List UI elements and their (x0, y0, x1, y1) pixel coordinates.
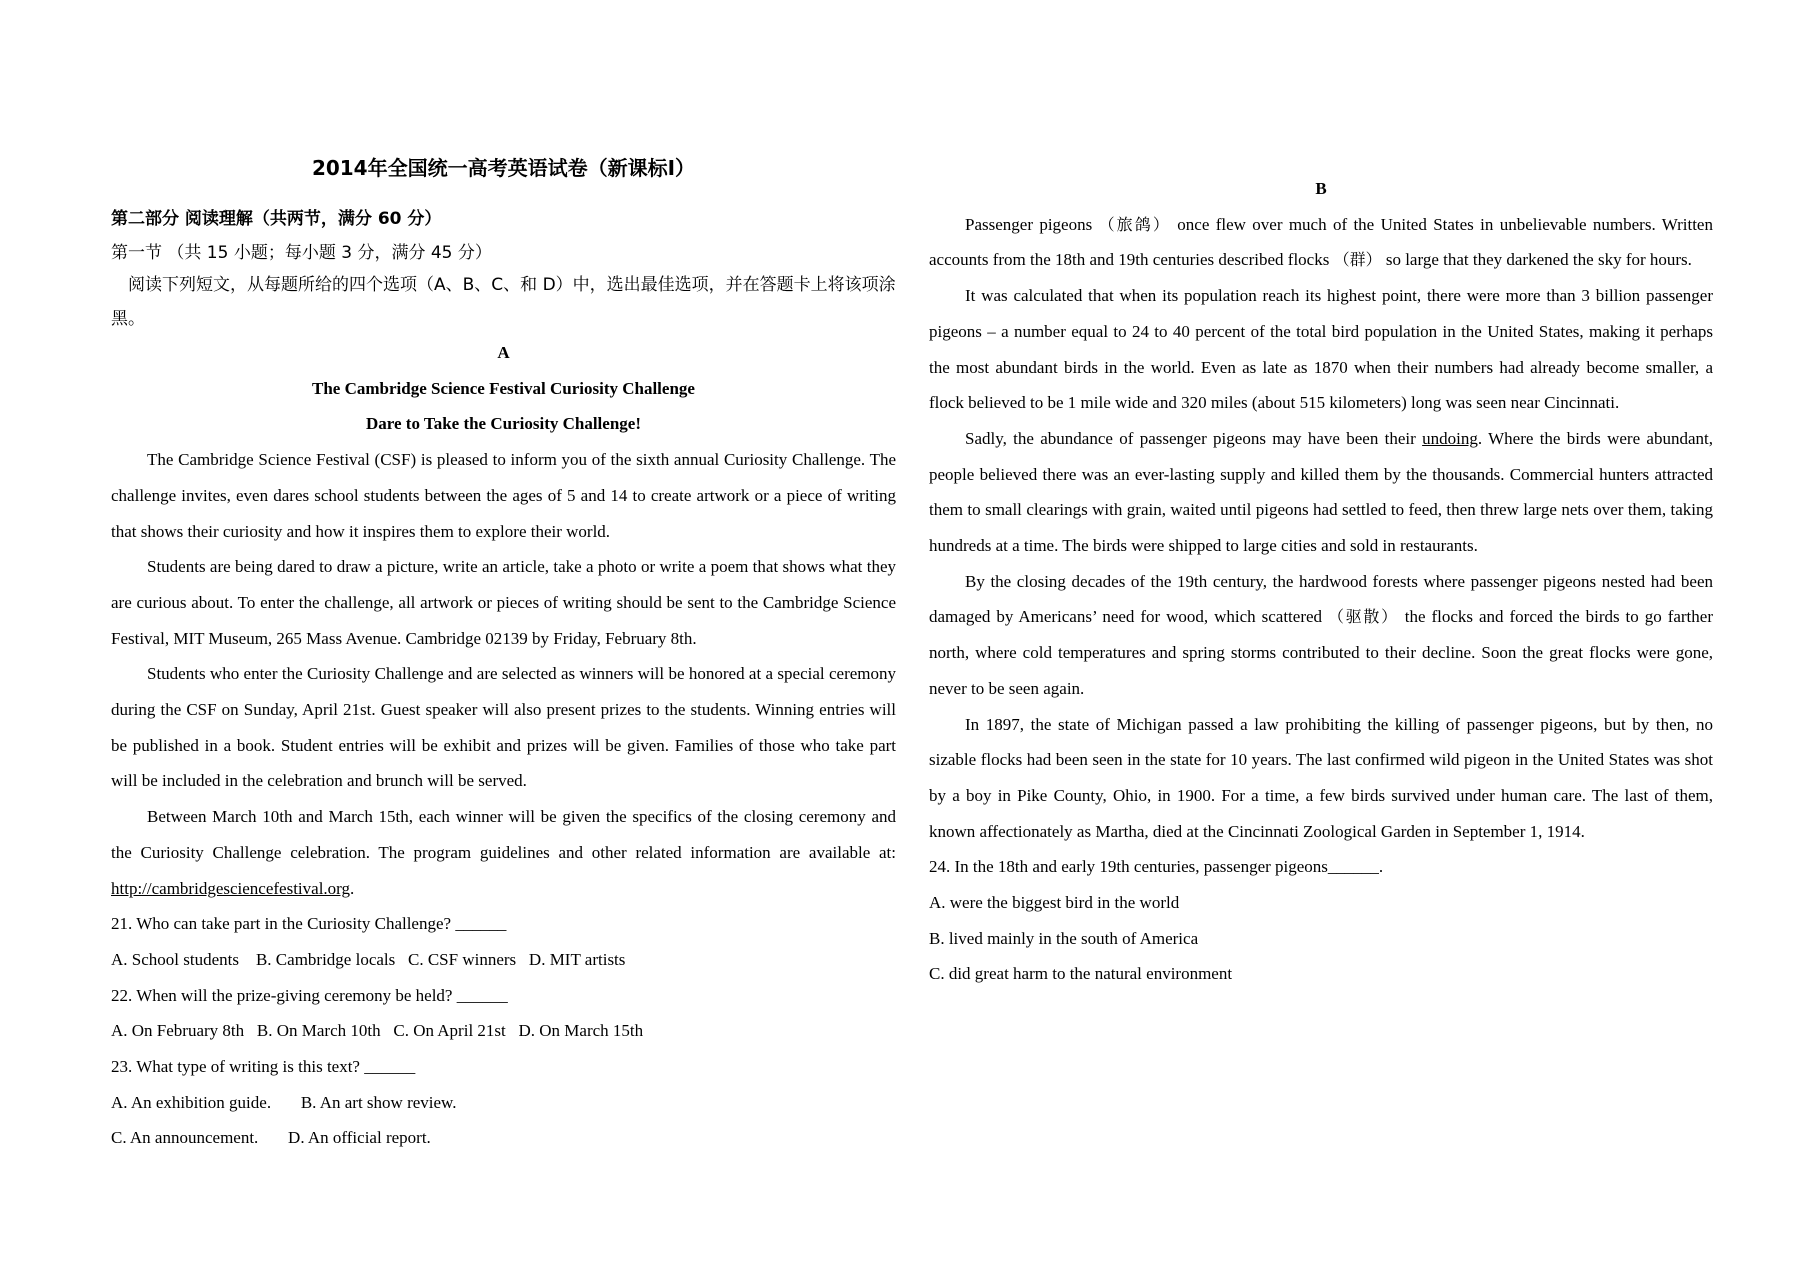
document-title: 2014年全国统一高考英语试卷（新课标I） (311, 156, 696, 180)
passage-a-paragraph: The Cambridge Science Festival (CSF) is pleased to inform you of the sixth annual Curiosity Challenge. The challenge invites, even dares school students between the ages of 5 and 14 to create artwork or a piece of writing that shows their curiosity and how it inspires them to explore their world. (111, 450, 896, 541)
paragraph-text: . Where the birds were abundant, people believed there was an ever-lasting supply and killed them by the thousands. Commercial hunters attracted them to small clearings with grain, waited until pigeons had settled to feed, then threw large nets over them, taking hundreds at a time. The birds were shipped to large cities and sold in restaurants. (929, 428, 1713, 556)
question-24-option-c: C. did great harm to the natural environment (929, 964, 1233, 984)
gloss: （驱散） (1328, 607, 1399, 627)
passage-b-paragraph (929, 421, 1713, 564)
question-24-option-b: B. lived mainly in the south of America (929, 928, 1199, 948)
passage-b (929, 171, 1713, 992)
passage-a-paragraph: Students who enter the Curiosity Challenge and are selected as winners will be honored at a special ceremony during the CSF on Sunday, April 21st. Guest speaker will also present prizes to the students. Winning entries will be published in a book. Student entries will be exhibit and prizes will be given. Families of those who take part will be included in the celebration and brunch will be served. (111, 664, 896, 791)
question-22: 22. When will the prize-giving ceremony be held? ______ (111, 985, 508, 1005)
paragraph-text: once flew over much of the United States in unbelievable numbers. Written accounts from the 18th and 19th centuries described flocks (929, 214, 1713, 270)
paragraph-text: Between March 10th and March 15th, each winner will be given the specifics of the closing ceremony and the Curiosity Challenge celebration. The program guidelines and other related information are available at: (111, 807, 896, 862)
paragraph-text: Sadly, the abundance of passenger pigeons may have been their (965, 428, 1423, 448)
paragraph-text: the flocks and forced the birds to go farther north, where cold temperatures and spring storms contributed to their decline. Soon the great flocks were gone, never to be seen again. (929, 607, 1713, 698)
passage-b-paragraph: It was calculated that when its population reach its highest point, there were more than 3 billion passenger pigeons – a number equal to 24 to 40 percent of the total bird population in the United States, making it perhaps the most abundant birds in the world. Even as late as 1870 when their numbers had already become smaller, a flock believed to be 1 mile wide and 320 miles (about 515 kilometers) long was seen near Cincinnati. (929, 286, 1713, 413)
part-heading: 第二部分 阅读理解（共两节，满分 60 分） (111, 209, 442, 229)
question-24: 24. In the 18th and early 19th centuries, passenger pigeons______. (929, 857, 1384, 877)
passage-b-paragraph: In 1897, the state of Michigan passed a law prohibiting the killing of passenger pigeons, but by then, no sizable flocks had been seen in the state for 10 years. The last confirmed wild pigeon in the United States was shot by a boy in Pike County, Ohio, in 1900. For a time, a few birds survived under human care. The last of them, known affectionately as Martha, died at the Cincinnati Zoological Garden in September 1, 1914. (929, 714, 1713, 841)
passage-a-paragraph: Students are being dared to draw a picture, write an article, take a photo or write a poem that shows what they are curious about. To enter the challenge, all artwork or pieces of writing should be sent to the Cambridge Science Festival, MIT Museum, 265 Mass Avenue. Cambridge 02139 by Friday, February 8th. (111, 557, 896, 648)
instructions: 阅读下列短文，从每题所给的四个选项（A、B、C、和 D）中，选出最佳选项，并在答题卡上将该项涂黑。 (111, 275, 896, 329)
question-21-options: A. School students B. Cambridge locals C. CSF winners D. MIT artists (111, 949, 626, 969)
passage-letter-a: A (497, 343, 510, 362)
passage-a (111, 335, 896, 1156)
passage-a-title: The Cambridge Science Festival Curiosity Challenge (312, 378, 695, 398)
question-23-options-cd: C. An announcement. D. An official report. (111, 1128, 431, 1148)
paragraph-text: so large that they darkened the sky for hours. (1381, 250, 1692, 270)
gloss: （群） (1333, 250, 1382, 270)
paragraph-end: . (350, 878, 355, 898)
passage-b-paragraph (929, 564, 1713, 707)
question-23-options-ab: A. An exhibition guide. B. An art show review. (111, 1092, 457, 1112)
paragraph-text: Passenger pigeons (965, 214, 1099, 234)
question-23: 23. What type of writing is this text? ______ (111, 1057, 416, 1077)
gloss: （旅鸽） (1098, 214, 1171, 234)
festival-link[interactable]: http://cambridgesciencefestival.org (111, 878, 351, 898)
passage-a-subtitle: Dare to Take the Curiosity Challenge! (366, 414, 641, 434)
paragraph-text: By the closing decades of the 19th century, the hardwood forests where passenger pigeons nested had been damaged by Americans’ need for wood, which scattered (929, 571, 1713, 627)
passage-a-paragraph (111, 799, 896, 906)
underlined-word: undoing (1422, 428, 1478, 448)
question-21: 21. Who can take part in the Curiosity Challenge? ______ (111, 914, 507, 934)
passage-letter-b: B (1315, 179, 1327, 198)
question-22-options: A. On February 8th B. On March 10th C. On April 21st D. On March 15th (111, 1021, 644, 1041)
section-heading: 第一节 （共 15 小题；每小题 3 分，满分 45 分） (111, 243, 492, 263)
question-24-option-a: A. were the biggest bird in the world (929, 893, 1180, 913)
passage-b-paragraph (929, 207, 1713, 278)
